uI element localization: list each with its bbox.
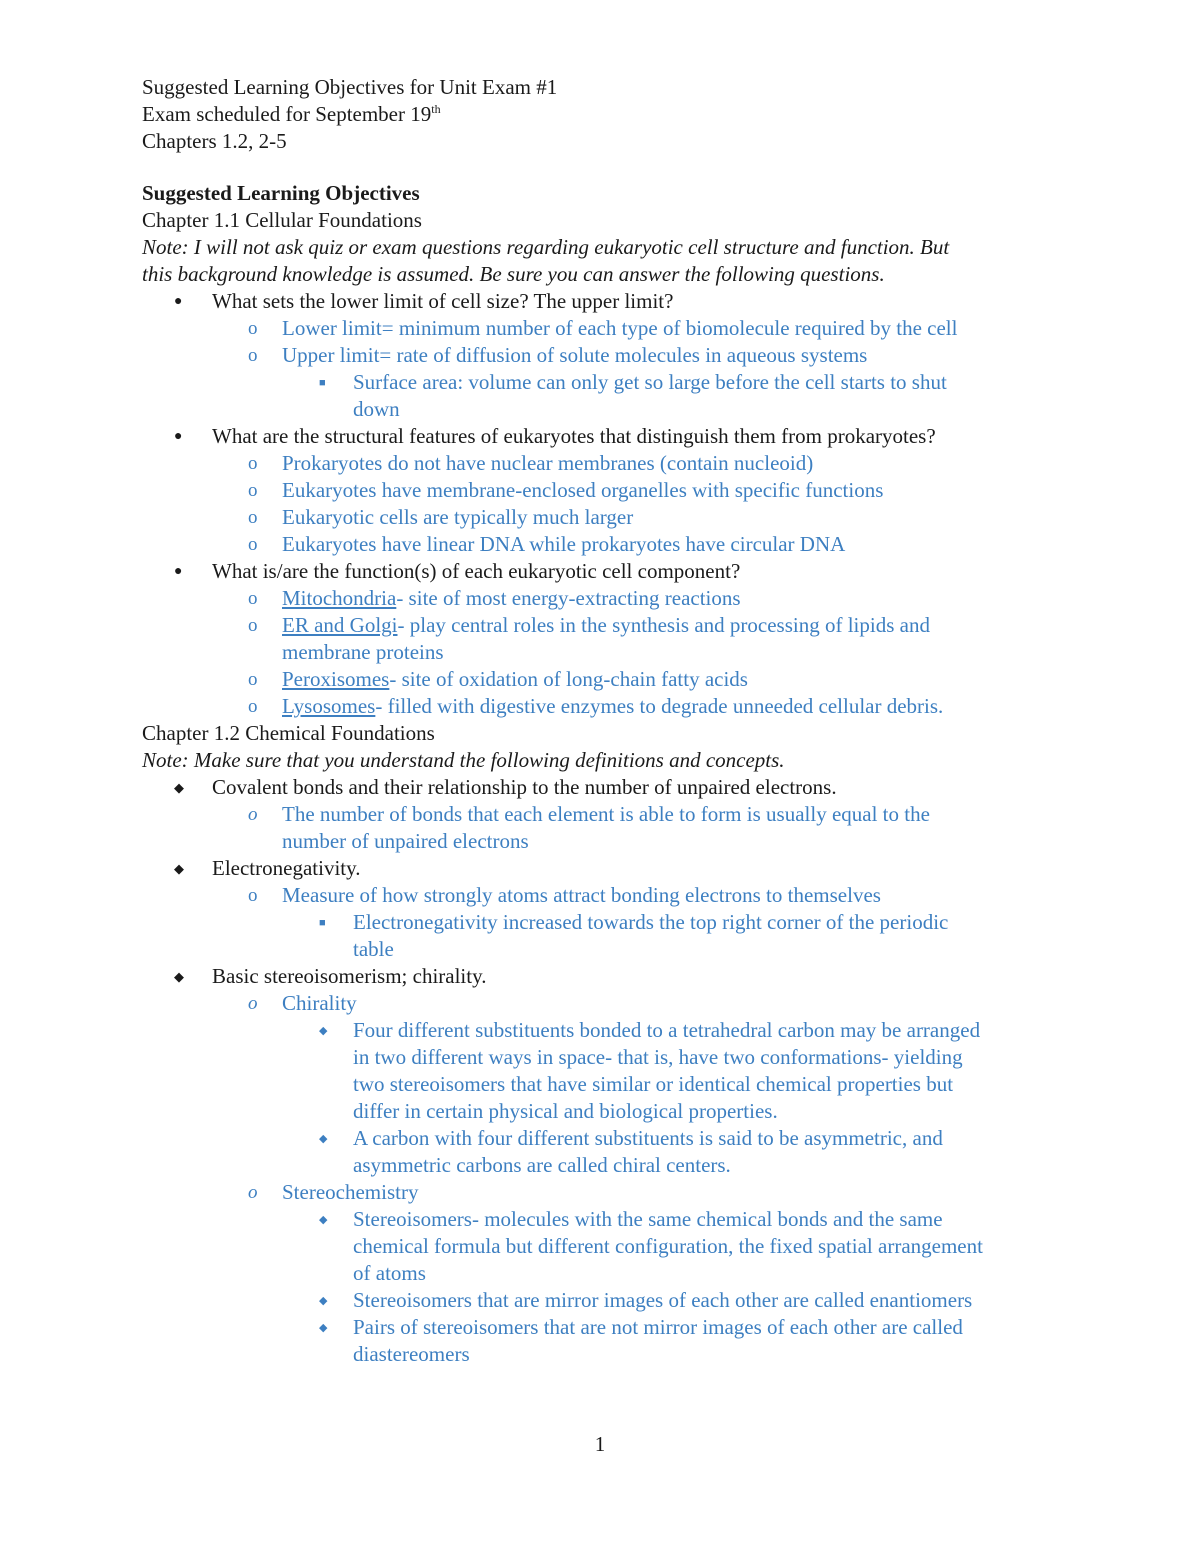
circle-bullet-icon: o	[248, 696, 258, 717]
list-item: ■ Surface area: volume can only get so large before the cell starts to shut down	[319, 370, 947, 421]
term-peroxisomes: Peroxisomes	[282, 667, 390, 691]
list-item: ● What is/are the function(s) of each eukaryotic cell component?	[174, 559, 741, 583]
list-item: ● What are the structural features of eukaryotes that distinguish them from prokaryotes?	[174, 424, 936, 448]
circle-bullet-icon: o	[248, 480, 258, 501]
list-item: o Upper limit= rate of diffusion of solute molecules in aqueous systems	[248, 343, 868, 367]
circle-bullet-icon: o	[248, 453, 258, 474]
list-item: ◆ Covalent bonds and their relationship to the number of unpaired electrons.	[174, 775, 837, 799]
list-item: o Prokaryotes do not have nuclear membranes (contain nucleoid)	[248, 451, 814, 475]
list-item: o Eukaryotes have membrane-enclosed organelles with specific functions	[248, 478, 884, 502]
header-chapters: Chapters 1.2, 2-5	[142, 129, 287, 153]
list-item: o Measure of how strongly atoms attract bonding electrons to themselves	[248, 883, 881, 907]
list-item: o Eukaryotes have linear DNA while prokaryotes have circular DNA	[248, 532, 846, 556]
list-item: ■ Electronegativity increased towards the top right corner of the periodic table	[319, 910, 949, 961]
list-item: o Lysosomes- filled with digestive enzymes to degrade unneeded cellular debris.	[248, 694, 944, 718]
circle-bullet-icon: o	[248, 1182, 258, 1203]
chapter-1-1-title: Chapter 1.1 Cellular Foundations	[142, 208, 422, 232]
circle-bullet-icon: o	[248, 885, 258, 906]
list-item: o Lower limit= minimum number of each type of biomolecule required by the cell	[248, 316, 958, 340]
square-bullet-icon: ■	[319, 377, 326, 389]
term-er-golgi: ER and Golgi	[282, 613, 398, 637]
list-item: ◆ Stereoisomers that are mirror images of each other are called enantiomers	[142, 1287, 1082, 1314]
list-item: o ER and Golgi- play central roles in the synthesis and processing of lipids and membrane proteins	[248, 613, 930, 664]
bullet-icon: ●	[174, 294, 183, 309]
list-item: o Peroxisomes- site of oxidation of long-chain fatty acids	[248, 667, 748, 691]
diamond-bullet-icon: ◆	[319, 1295, 328, 1307]
term-mitochondria: Mitochondria	[282, 586, 397, 610]
list-item: ◆ Electronegativity.	[174, 856, 361, 880]
list-item: ◆ Basic stereoisomerism; chirality.	[174, 964, 487, 988]
list-item: o Chirality	[248, 991, 357, 1015]
list-item: o Mitochondria- site of most energy-extracting reactions	[248, 586, 741, 610]
diamond-bullet-icon: ◆	[174, 969, 184, 984]
header-exam-date: Exam scheduled for September 19th	[142, 102, 441, 126]
list-item: ◆ Four different substituents bonded to a tetrahedral carbon may be arranged in two different ways in space- that is, have two conformations- yielding two stereoisomers that have similar or identical chemical properties but differ in certain physical and biological properties.	[319, 1018, 981, 1123]
term-lysosomes: Lysosomes	[282, 694, 376, 718]
diamond-bullet-icon: ◆	[319, 1025, 328, 1037]
list-item: ● What sets the lower limit of cell size? The upper limit?	[174, 289, 674, 313]
diamond-bullet-icon: ◆	[319, 1214, 328, 1226]
diamond-bullet-icon: ◆	[174, 861, 184, 876]
circle-bullet-icon: o	[248, 804, 258, 825]
chapter-1-2-title: Chapter 1.2 Chemical Foundations	[142, 721, 435, 745]
chapter-1-1-note: Note: I will not ask quiz or exam questions regarding eukaryotic cell structure and function. But	[142, 235, 950, 259]
diamond-bullet-icon: ◆	[174, 780, 184, 795]
list-item: o Eukaryotic cells are typically much larger	[248, 505, 634, 529]
circle-bullet-icon: o	[248, 588, 258, 609]
document-body	[142, 74, 1082, 1368]
chapter-1-1-note: this background knowledge is assumed. Be sure you can answer the following questions.	[142, 262, 885, 286]
list-item: ◆ A carbon with four different substituents is said to be asymmetric, and asymmetric carbons are called chiral centers.	[319, 1126, 943, 1177]
circle-bullet-icon: o	[248, 534, 258, 555]
bullet-icon: ●	[174, 564, 183, 579]
square-bullet-icon: ■	[319, 917, 326, 929]
page-number: 1	[594, 1432, 606, 1456]
circle-bullet-icon: o	[248, 507, 258, 528]
list-item: o The number of bonds that each element is able to form is usually equal to the number of unpaired electrons	[248, 802, 930, 853]
bullet-icon: ●	[174, 429, 183, 444]
circle-bullet-icon: o	[248, 345, 258, 366]
circle-bullet-icon: o	[248, 669, 258, 690]
objectives-heading: Suggested Learning Objectives	[142, 181, 420, 205]
list-item: o Stereochemistry	[248, 1180, 419, 1204]
list-item: ◆ Pairs of stereoisomers that are not mirror images of each other are called diastereomers	[319, 1315, 963, 1366]
header-title: Suggested Learning Objectives for Unit Exam #1	[142, 75, 558, 99]
list-item: ◆ Stereoisomers- molecules with the same chemical bonds and the same chemical formula but different configuration, the fixed spatial arrangement of atoms	[319, 1207, 983, 1285]
diamond-bullet-icon: ◆	[319, 1133, 328, 1145]
circle-bullet-icon: o	[248, 615, 258, 636]
circle-bullet-icon: o	[248, 318, 258, 339]
circle-bullet-icon: o	[248, 993, 258, 1014]
chapter-1-2-note: Note: Make sure that you understand the following definitions and concepts.	[142, 748, 785, 772]
diamond-bullet-icon: ◆	[319, 1322, 328, 1334]
